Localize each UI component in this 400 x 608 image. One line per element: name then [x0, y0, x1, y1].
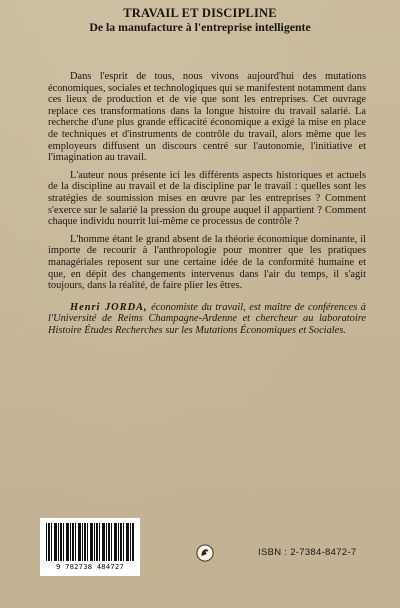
author-description: économiste du travail, est maître de conférences à l'Université de Reims Champagne-Ardenne et chercheur au laboratoire Histoire Études Recherches sur les Mutations Économiques et Sociales.: [48, 301, 366, 336]
blurb: [48, 71, 366, 342]
isbn: ISBN : 2-7384-8472-7: [258, 547, 357, 558]
book-title: TRAVAIL ET DISCIPLINE: [123, 6, 277, 20]
publisher-logo-icon: [196, 544, 214, 562]
author-bio: [48, 302, 366, 337]
book-subtitle: De la manufacture à l'entreprise intelligente: [89, 20, 311, 34]
blurb-paragraph-3: L'homme étant le grand absent de la théorie économique dominante, il importe de recourir à l'anthropologie pour montrer que les pratiques managériales reposent sur une certaine idée de la conformité humaine et que, en dépit des changements intervenus dans l'air du temps, il s'agit toujours, dans la réalité, de faire plier les êtres.: [48, 233, 366, 292]
blurb-paragraph-2: L'auteur nous présente ici les différents aspects historiques et actuels de la discipline au travail et de la discipline par le travail : quelles sont les stratégies de soumission mises en œuvre par les entreprises ? Comment s'exerce sur le salarié la pression du groupe auquel il appartient ? Comment chaque individu nourrit lui-même ce processus de contrôle ?: [48, 169, 366, 228]
barcode-bars: [46, 523, 134, 561]
barcode: [40, 518, 140, 576]
barcode-number: 9 782738 484727: [56, 562, 124, 571]
book-header: [0, 6, 400, 34]
blurb-paragraph-1: Dans l'esprit de tous, nous vivons aujourd'hui des mutations économiques, sociales et technologiques qui se manifestent notamment dans ces lieux de production et de vie que sont les entreprises. Cet ouvrage replace ces transformations dans la longue histoire du travail salarié. La recherche d'une plus grande efficacité économique a exigé la mise en place de techniques et d'instruments de contrôle du travail, alors même que les employeurs diffusent un discours centré sur l'autonomie, l'initiative et l'imagination au travail.: [48, 71, 366, 164]
author-name: Henri JORDA,: [70, 301, 148, 313]
